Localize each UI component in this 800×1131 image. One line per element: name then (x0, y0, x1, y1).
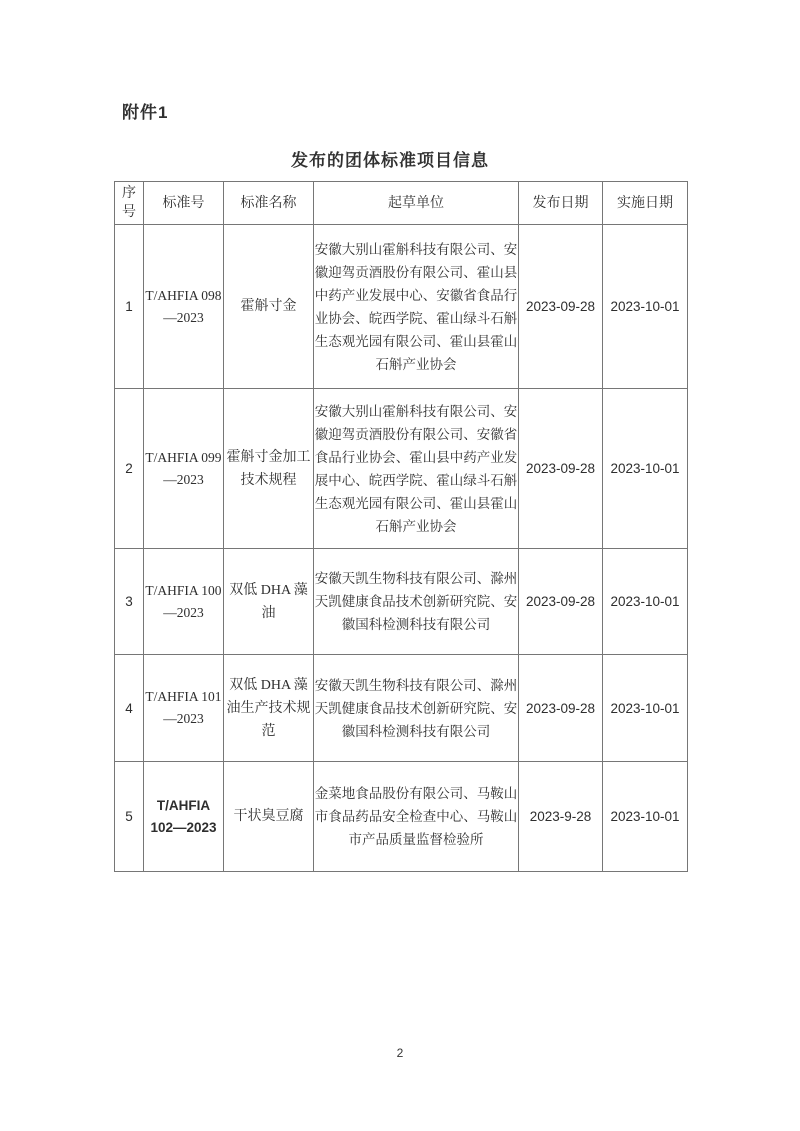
cell-no: 4 (115, 655, 144, 762)
cell-implement-date: 2023-10-01 (603, 762, 688, 872)
table-row (115, 389, 688, 549)
cell-implement-date: 2023-10-01 (603, 549, 688, 655)
cell-drafting-unit: 安徽大别山霍斛科技有限公司、安徽迎驾贡酒股份有限公司、安徽省食品行业协会、霍山县中药产业发展中心、皖西学院、霍山绿斗石斛生态观光园有限公司、霍山县霍山石斛产业协会 (314, 389, 519, 549)
page-number: 2 (396, 1046, 404, 1060)
cell-no: 2 (115, 389, 144, 549)
cell-no: 1 (115, 225, 144, 389)
cell-drafting-unit: 安徽天凯生物科技有限公司、滁州天凯健康食品技术创新研究院、安徽国科检测科技有限公司 (314, 655, 519, 762)
cell-implement-date: 2023-10-01 (603, 389, 688, 549)
header-cell-standard-no: 标准号 (144, 182, 224, 225)
cell-standard-no: T/AHFIA 102—2023 (144, 762, 224, 872)
cell-implement-date: 2023-10-01 (603, 655, 688, 762)
cell-publish-date: 2023-09-28 (519, 549, 603, 655)
cell-publish-date: 2023-09-28 (519, 389, 603, 549)
attachment-label: 附件1 (122, 103, 169, 122)
cell-standard-name: 干状臭豆腐 (224, 762, 314, 872)
cell-drafting-unit: 金菜地食品股份有限公司、马鞍山市食品药品安全检查中心、马鞍山市产品质量监督检验所 (314, 762, 519, 872)
header-cell-drafting-unit: 起草单位 (314, 182, 519, 225)
cell-implement-date: 2023-10-01 (603, 225, 688, 389)
header-cell-publish-date: 发布日期 (519, 182, 603, 225)
table-row (115, 655, 688, 762)
table-row (115, 549, 688, 655)
standards-table (114, 181, 688, 872)
cell-standard-name: 双低 DHA 藻油生产技术规范 (224, 655, 314, 762)
table-row (115, 225, 688, 389)
cell-publish-date: 2023-9-28 (519, 762, 603, 872)
cell-standard-no: T/AHFIA 098—2023 (144, 225, 224, 389)
cell-standard-no: T/AHFIA 099—2023 (144, 389, 224, 549)
cell-drafting-unit: 安徽大别山霍斛科技有限公司、安徽迎驾贡酒股份有限公司、霍山县中药产业发展中心、安徽省食品行业协会、皖西学院、霍山绿斗石斛生态观光园有限公司、霍山县霍山石斛产业协会 (314, 225, 519, 389)
cell-publish-date: 2023-09-28 (519, 655, 603, 762)
cell-standard-name: 霍斛寸金加工技术规程 (224, 389, 314, 549)
table-header-row (115, 182, 688, 225)
cell-standard-name: 双低 DHA 藻油 (224, 549, 314, 655)
table-row (115, 762, 688, 872)
document-title: 发布的团体标准项目信息 (291, 151, 489, 170)
header-cell-no: 序号 (115, 182, 144, 225)
cell-no: 3 (115, 549, 144, 655)
header-cell-standard-name: 标准名称 (224, 182, 314, 225)
cell-standard-no: T/AHFIA 100—2023 (144, 549, 224, 655)
cell-drafting-unit: 安徽天凯生物科技有限公司、滁州天凯健康食品技术创新研究院、安徽国科检测科技有限公司 (314, 549, 519, 655)
cell-standard-name: 霍斛寸金 (224, 225, 314, 389)
header-cell-implement-date: 实施日期 (603, 182, 688, 225)
cell-publish-date: 2023-09-28 (519, 225, 603, 389)
cell-standard-no: T/AHFIA 101—2023 (144, 655, 224, 762)
cell-no: 5 (115, 762, 144, 872)
